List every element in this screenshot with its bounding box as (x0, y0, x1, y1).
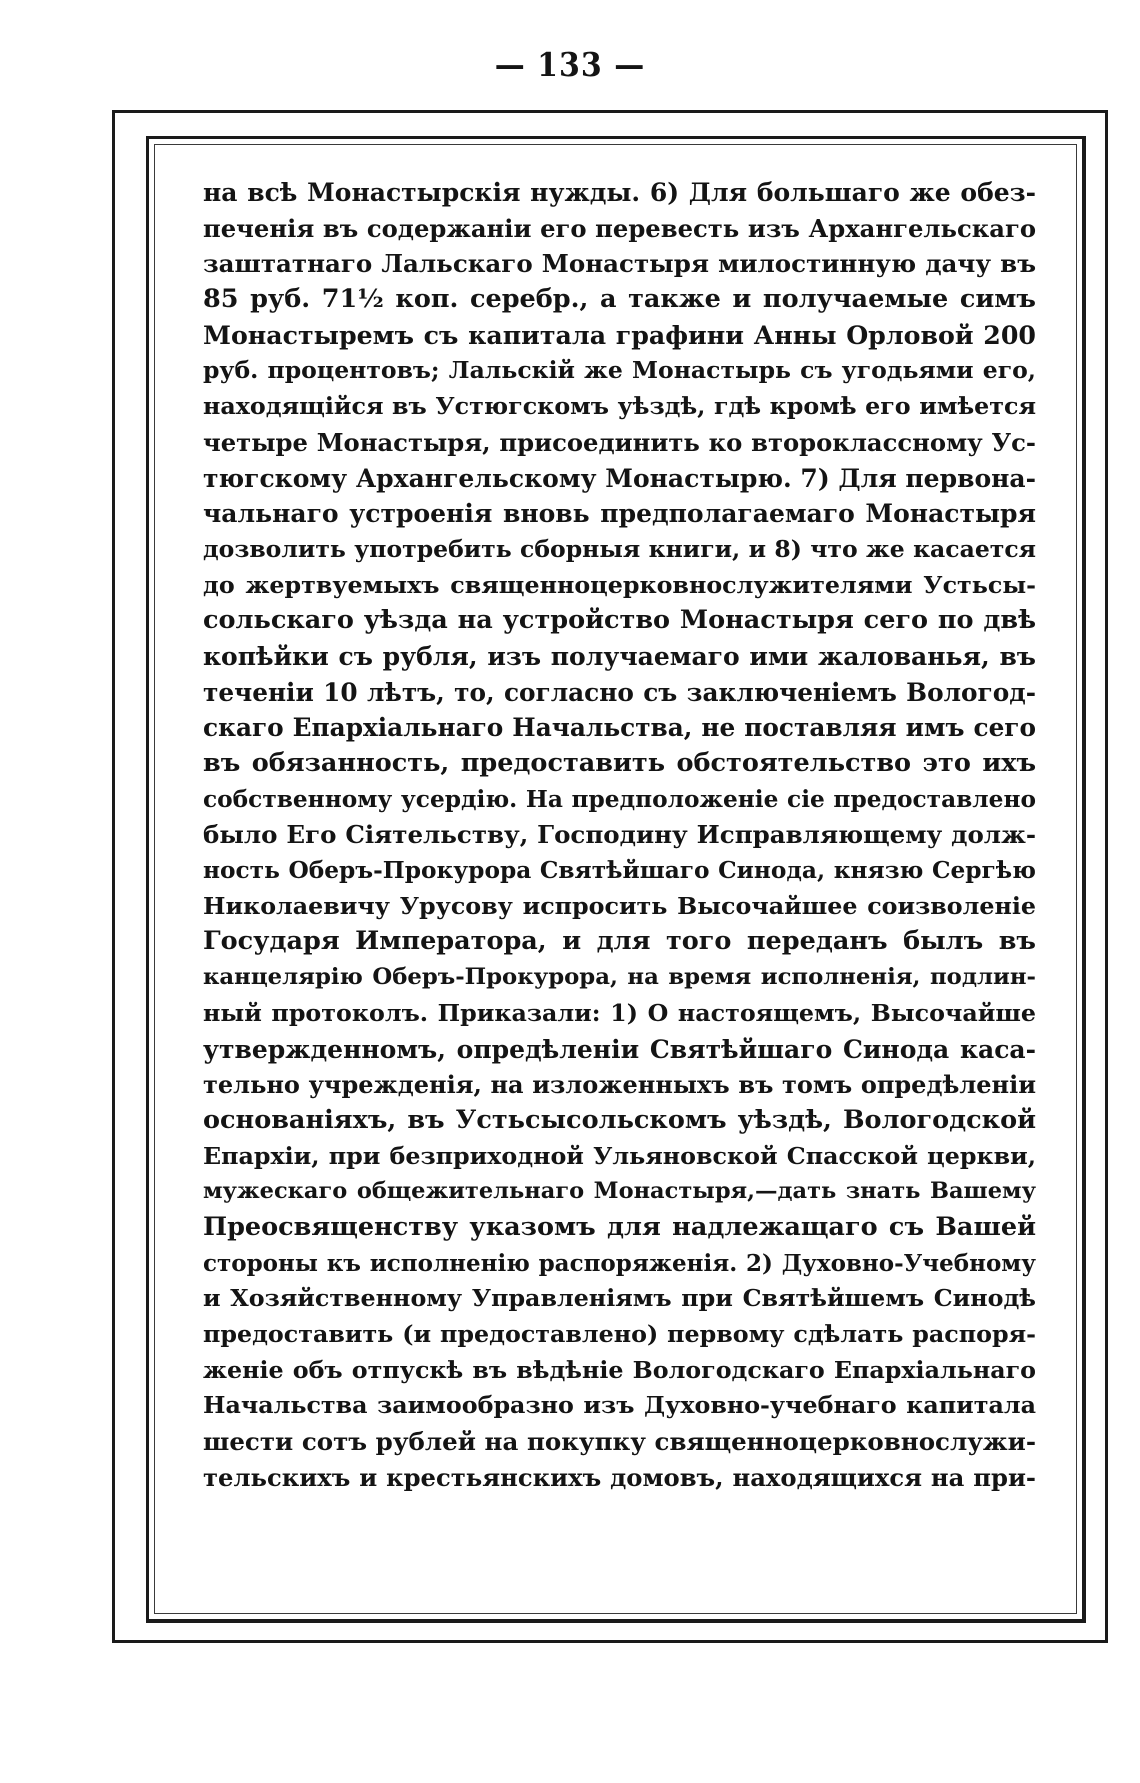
text-line: Монастыремъ съ капитала графини Анны Орловой 200 (203, 319, 1036, 350)
body-text (203, 175, 1036, 1495)
text-line: женіе объ отпускѣ въ вѣдѣніе Вологодскаго Епархіальнаго (203, 1355, 1036, 1384)
text-line: 85 руб. 71½ коп. серебр., а также и получаемые симъ (203, 284, 1036, 315)
text-line: ный протоколъ. Приказали: 1) О настоящемъ, Высочайше (203, 998, 1036, 1027)
text-line: сольскаго уѣзда на устройство Монастыря сего по двѣ (203, 605, 1036, 636)
text-line: утвержденномъ, опредѣленіи Святѣйшаго Синода каса- (203, 1034, 1036, 1064)
page-number: — 133 — (494, 46, 646, 85)
text-line: Епархіи, при безприходной Ульяновской Спасской церкви, (203, 1141, 1036, 1170)
text-line: Начальства заимообразно изъ Духовно-учебнаго капитала (203, 1391, 1036, 1420)
text-line: стороны къ исполненію распоряженія. 2) Духовно-Учебному (203, 1249, 1036, 1277)
text-line: тюгскому Архангельскому Монастырю. 7) Для первона- (203, 463, 1036, 493)
text-line: скаго Епархіальнаго Начальства, не поставляя имъ сего (203, 713, 1036, 743)
text-line: находящійся въ Устюгскомъ уѣздѣ, гдѣ кромѣ его имѣется (203, 392, 1036, 421)
text-line: Николаевичу Урусову испросить Высочайшее соизволеніе (203, 891, 1036, 920)
text-line: Государя Императора, и для того переданъ былъ въ (203, 926, 1036, 957)
text-line: въ обязанность, предоставить обстоятельство это ихъ (203, 748, 1036, 778)
text-line: основаніяхъ, въ Устьсысольскомъ уѣздѣ, Вологодской (203, 1104, 1036, 1135)
text-line: чальнаго устроенія вновь предполагаемаго Монастыря (203, 499, 1036, 529)
text-line: и Хозяйственному Управленіямъ при Святѣйшемъ Синодѣ (203, 1284, 1036, 1313)
text-line: четыре Монастыря, присоединить ко второклассному Ус- (203, 427, 1036, 457)
text-line: было Его Сіятельству, Господину Исправляющему долж- (203, 820, 1036, 850)
text-line: на всѣ Монастырскія нужды. 6) Для большаго же обез- (203, 178, 1036, 207)
text-line: Преосвященству указомъ для надлежащаго съ Вашей (203, 1211, 1036, 1242)
text-line: руб. процентовъ; Лальскій же Монастырь съ угодьями его, (203, 356, 1036, 385)
text-line: заштатнаго Лальскаго Монастыря милостинную дачу въ (203, 249, 1036, 279)
text-line: шести сотъ рублей на покупку священноцерковнослужи- (203, 1427, 1036, 1457)
text-line: предоставить (и предоставлено) первому сдѣлать распоря- (203, 1320, 1036, 1348)
text-line: мужескаго общежительнаго Монастыря,—дать знать Вашему (203, 1178, 1036, 1205)
text-line: тельно учрежденія, на изложенныхъ въ томъ опредѣленіи (203, 1070, 1036, 1100)
text-line: собственному усердію. На предположеніе сіе предоставлено (203, 785, 1036, 813)
text-line: теченіи 10 лѣтъ, то, согласно съ заключеніемъ Вологод- (203, 677, 1036, 707)
text-line: копѣйки съ рубля, изъ получаемаго ими жалованья, въ (203, 641, 1036, 671)
text-line: ность Оберъ-Прокурора Святѣйшаго Синода, князю Сергѣю (203, 857, 1036, 885)
text-line: печенія въ содержаніи его перевесть изъ Архангельскаго (203, 213, 1036, 243)
text-line: дозволить употребить сборныя книги, и 8) что же касается (203, 534, 1036, 563)
text-line: тельскихъ и крестьянскихъ домовъ, находящихся на при- (203, 1462, 1036, 1492)
text-line: канцелярію Оберъ-Прокурора, на время исполненія, подлин- (203, 964, 1036, 991)
text-line: до жертвуемыхъ священноцерковнослужителями Устьсы- (203, 570, 1036, 599)
